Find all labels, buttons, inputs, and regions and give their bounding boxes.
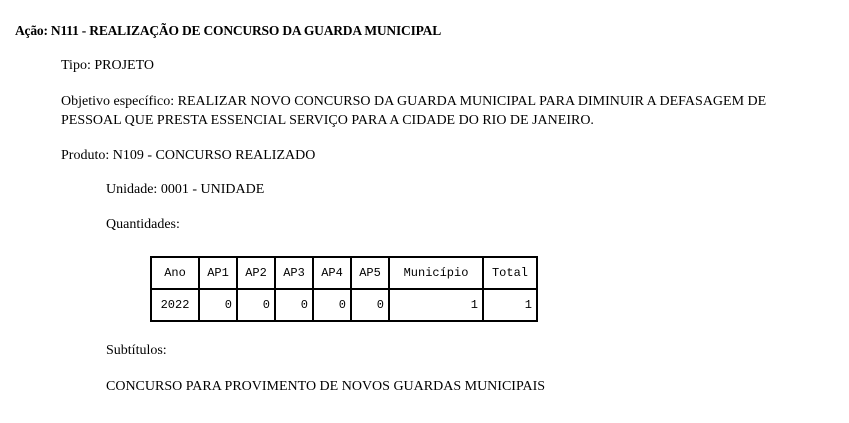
- column-header-ap1: AP1: [199, 257, 237, 289]
- cell-ap1: 0: [199, 289, 237, 321]
- product-line: Produto: N109 - CONCURSO REALIZADO: [61, 148, 316, 163]
- quantities-label: Quantidades:: [106, 217, 180, 232]
- cell-total: 1: [483, 289, 537, 321]
- column-header-ap2: AP2: [237, 257, 275, 289]
- column-header-municipio: Município: [389, 257, 483, 289]
- column-header-ap3: AP3: [275, 257, 313, 289]
- cell-municipio: 1: [389, 289, 483, 321]
- subtitle-text: CONCURSO PARA PROVIMENTO DE NOVOS GUARDAS MUNICIPAIS: [106, 379, 546, 394]
- column-header-ap4: AP4: [313, 257, 351, 289]
- column-header-ano: Ano: [151, 257, 199, 289]
- cell-ap5: 0: [351, 289, 389, 321]
- table-row: [151, 289, 537, 321]
- objective-line-1: Objetivo específico: REALIZAR NOVO CONCURSO DA GUARDA MUNICIPAL PARA DIMINUIR A DEFASAGEM DE: [61, 94, 767, 109]
- column-header-total: Total: [483, 257, 537, 289]
- unit-line: Unidade: 0001 - UNIDADE: [106, 182, 265, 197]
- subtitles-label: Subtítulos:: [106, 343, 167, 358]
- cell-ap2: 0: [237, 289, 275, 321]
- quantities-table: [150, 256, 538, 322]
- type-line: Tipo: PROJETO: [61, 58, 154, 73]
- cell-ano: 2022: [151, 289, 199, 321]
- cell-ap4: 0: [313, 289, 351, 321]
- objective-line-2: PESSOAL QUE PRESTA ESSENCIAL SERVIÇO PARA A CIDADE DO RIO DE JANEIRO.: [61, 113, 594, 128]
- cell-ap3: 0: [275, 289, 313, 321]
- table-header-row: [151, 257, 537, 289]
- column-header-ap5: AP5: [351, 257, 389, 289]
- action-title: Ação: N111 - REALIZAÇÃO DE CONCURSO DA GUARDA MUNICIPAL: [15, 23, 442, 38]
